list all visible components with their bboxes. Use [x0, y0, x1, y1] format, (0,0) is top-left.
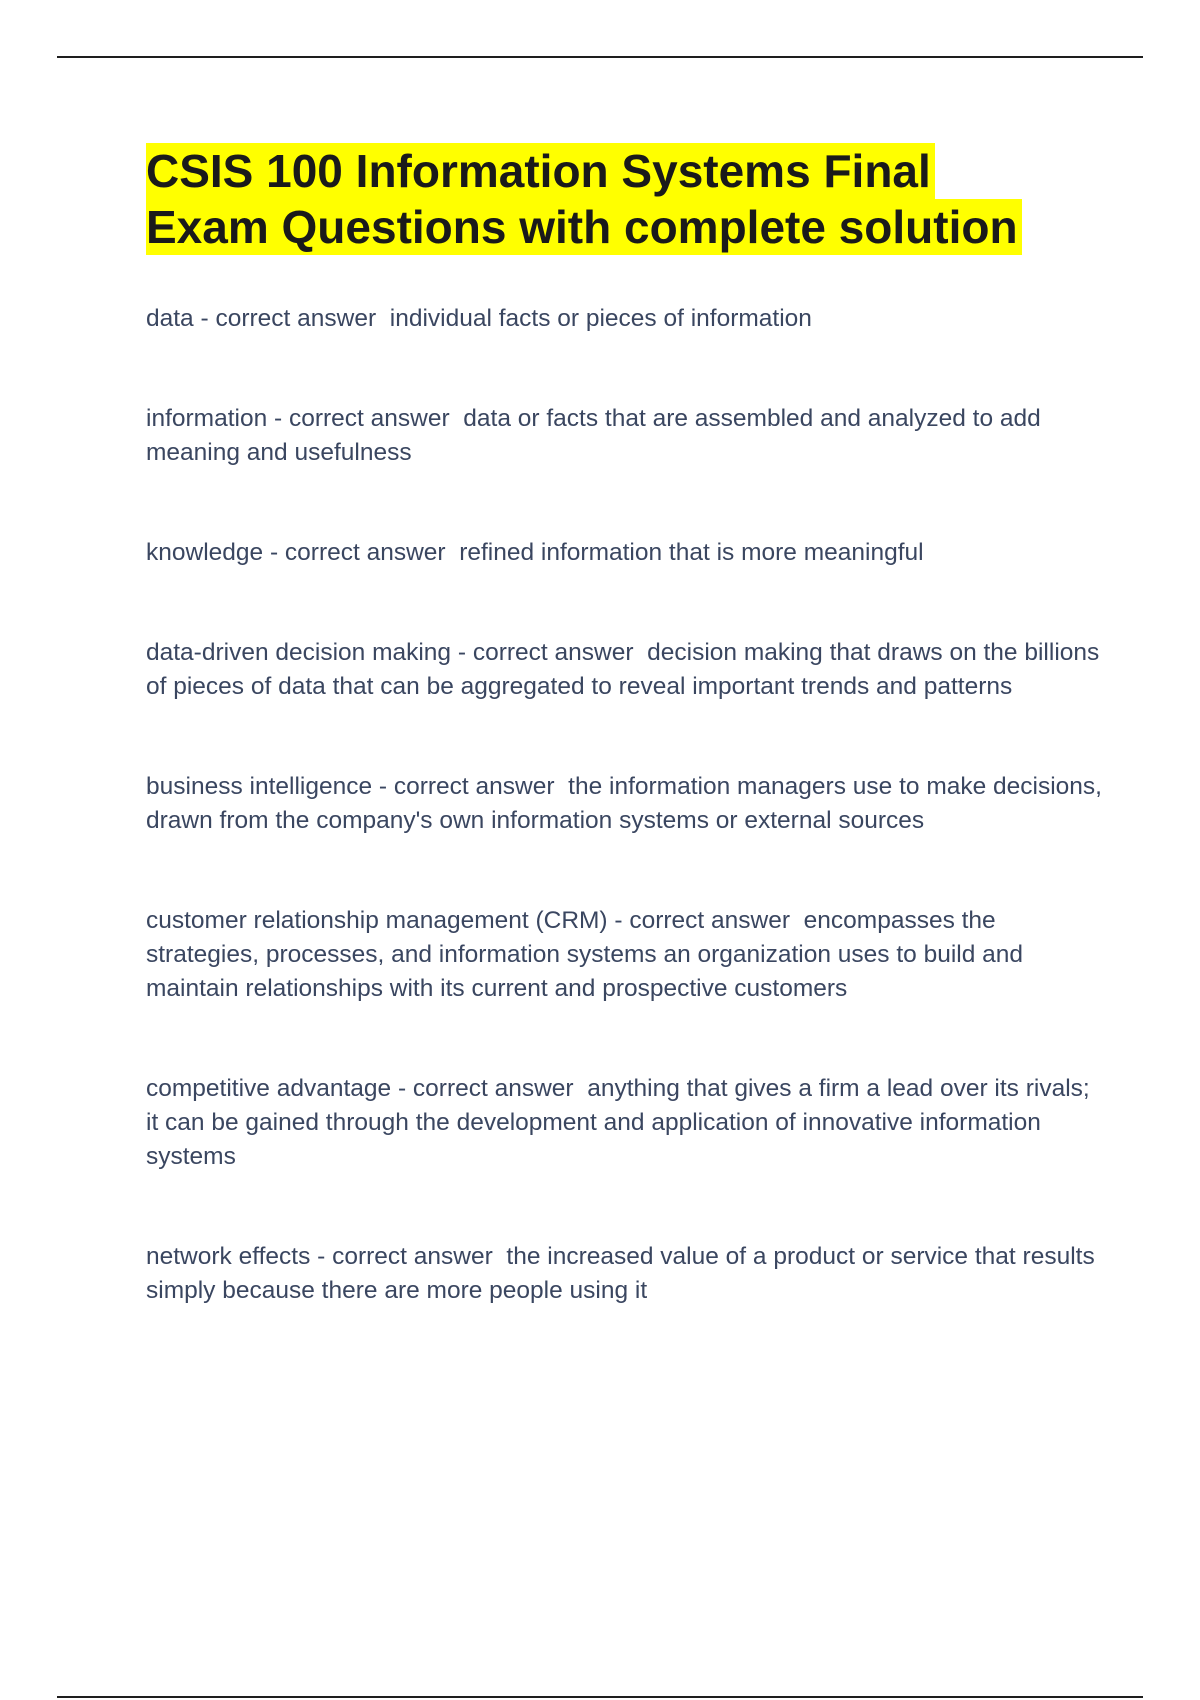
- entry-term: business intelligence: [146, 773, 373, 800]
- entry-separator: - correct answer: [193, 305, 390, 332]
- qa-entry: [146, 1240, 1106, 1308]
- title-line-1: CSIS 100 Information Systems Final: [146, 143, 935, 199]
- entry-term: competitive advantage: [146, 1075, 392, 1102]
- qa-entry: [146, 302, 1106, 336]
- entry-term: information: [146, 405, 268, 432]
- title-line-2: Exam Questions with complete solution: [146, 199, 1022, 255]
- entry-definition: anything that gives a firm a lead over its rivals; it can be gained through the development and application of innovative information systems: [146, 1075, 1090, 1170]
- document-content: [146, 143, 1106, 1374]
- entry-term: network effects: [146, 1243, 311, 1270]
- entry-definition: the increased value of a product or service that results simply because there are more people using it: [146, 1243, 1095, 1304]
- entry-definition: the information managers use to make decisions, drawn from the company's own information systems or external sources: [146, 773, 1102, 834]
- entry-separator: - correct answer: [607, 907, 804, 934]
- entry-separator: - correct answer: [372, 773, 569, 800]
- qa-entry: [146, 770, 1106, 838]
- entry-separator: - correct answer: [451, 639, 648, 666]
- entry-separator: - correct answer: [263, 539, 460, 566]
- entry-separator: - correct answer: [310, 1243, 507, 1270]
- entry-definition: refined information that is more meaningful: [459, 539, 924, 566]
- entry-term: data: [146, 305, 194, 332]
- entry-separator: - correct answer: [267, 405, 464, 432]
- qa-entry: [146, 536, 1106, 570]
- entry-term: data-driven decision making: [146, 639, 452, 666]
- qa-entry: [146, 402, 1106, 470]
- entry-definition: encompasses the strategies, processes, and information systems an organization uses to build and maintain relationships with its current and prospective customers: [146, 907, 1024, 1002]
- qa-list: [146, 302, 1106, 1308]
- entry-separator: - correct answer: [391, 1075, 588, 1102]
- entry-definition: individual facts or pieces of information: [389, 305, 812, 332]
- entry-definition: decision making that draws on the billions of pieces of data that can be aggregated to reveal important trends and patterns: [146, 639, 1100, 700]
- qa-entry: [146, 636, 1106, 704]
- entry-term: knowledge: [146, 539, 264, 566]
- entry-definition: data or facts that are assembled and analyzed to add meaning and usefulness: [146, 405, 1041, 466]
- top-rule: [57, 56, 1143, 58]
- bottom-rule: [57, 1696, 1143, 1698]
- document-title: [146, 143, 1106, 255]
- qa-entry: [146, 904, 1106, 1006]
- qa-entry: [146, 1072, 1106, 1174]
- entry-term: customer relationship management (CRM): [146, 907, 608, 934]
